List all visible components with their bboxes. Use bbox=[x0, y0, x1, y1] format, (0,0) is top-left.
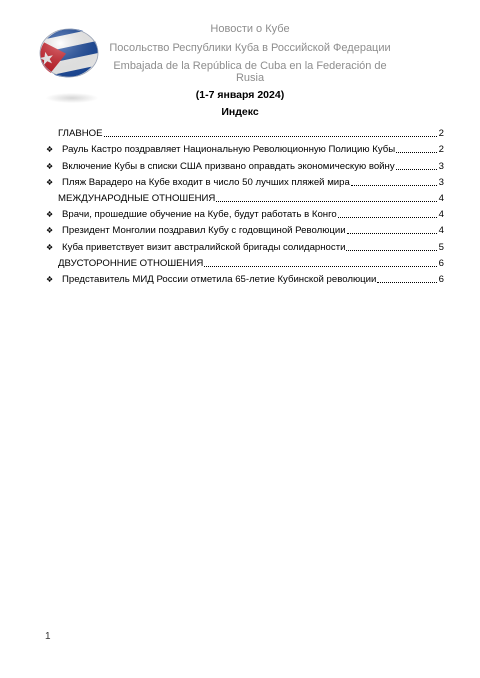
toc-item-row[interactable] bbox=[46, 270, 444, 286]
toc-item-row[interactable] bbox=[46, 237, 444, 253]
dot-leader bbox=[351, 185, 437, 186]
toc-item-row[interactable] bbox=[46, 156, 444, 172]
diamond-bullet-icon: ❖ bbox=[46, 210, 54, 220]
toc-page-number: 4 bbox=[438, 192, 444, 204]
toc-item-title: Куба приветствует визит австралийской бригады солидарности bbox=[62, 241, 346, 253]
table-of-contents bbox=[46, 124, 444, 286]
index-title: Индекс bbox=[221, 106, 259, 118]
cuban-flag-globe-icon bbox=[38, 27, 100, 79]
period-date: (1-7 января 2024) bbox=[195, 89, 285, 101]
dot-leader bbox=[104, 136, 437, 137]
dot-leader bbox=[347, 233, 437, 234]
dot-leader bbox=[338, 217, 437, 218]
toc-section-title: ДВУСТОРОННИЕ ОТНОШЕНИЯ bbox=[58, 257, 204, 269]
toc-section-row[interactable] bbox=[46, 254, 444, 270]
toc-item-title: Представитель МИД России отметила 65-летие Кубинской революции bbox=[62, 273, 377, 285]
diamond-bullet-icon: ❖ bbox=[46, 177, 54, 187]
diamond-bullet-icon: ❖ bbox=[46, 161, 54, 171]
toc-page-number: 6 bbox=[438, 257, 444, 269]
toc-page-number: 2 bbox=[438, 144, 444, 156]
toc-page-number: 3 bbox=[438, 176, 444, 188]
toc-section-row[interactable] bbox=[46, 189, 444, 205]
diamond-bullet-icon: ❖ bbox=[46, 242, 54, 252]
header-embassy-es: Embajada de la República de Cuba en la Federación de Rusia bbox=[113, 60, 387, 84]
toc-page-number: 6 bbox=[438, 273, 444, 285]
toc-page-number: 5 bbox=[438, 241, 444, 253]
toc-page-number: 3 bbox=[438, 160, 444, 172]
toc-item-title: Президент Монголии поздравил Кубу с годовщиной Революции bbox=[62, 225, 346, 237]
toc-item-title: Врачи, прошедшие обучение на Кубе, будут работать в Конго bbox=[62, 209, 337, 221]
toc-item-title: Включение Кубы в списки США призвано оправдать экономическую войну bbox=[62, 160, 395, 172]
toc-item-title: Пляж Варадеро на Кубе входит в число 50 лучших пляжей мира bbox=[62, 176, 350, 188]
toc-section-row[interactable] bbox=[46, 124, 444, 140]
toc-section-title: МЕЖДУНАРОДНЫЕ ОТНОШЕНИЯ bbox=[58, 192, 216, 204]
toc-item-row[interactable] bbox=[46, 205, 444, 221]
dot-leader bbox=[346, 250, 436, 251]
header-title: Новости о Кубе bbox=[210, 23, 290, 35]
diamond-bullet-icon: ❖ bbox=[46, 226, 54, 236]
toc-item-row[interactable] bbox=[46, 140, 444, 156]
dot-leader bbox=[204, 266, 436, 267]
toc-page-number: 2 bbox=[438, 128, 444, 140]
dot-leader bbox=[396, 152, 437, 153]
toc-item-row[interactable] bbox=[46, 221, 444, 237]
diamond-bullet-icon: ❖ bbox=[46, 274, 54, 284]
toc-page-number: 4 bbox=[438, 225, 444, 237]
page-number: 1 bbox=[45, 631, 51, 642]
diamond-bullet-icon: ❖ bbox=[46, 145, 54, 155]
dot-leader bbox=[396, 169, 437, 170]
toc-page-number: 4 bbox=[438, 209, 444, 221]
toc-item-title: Рауль Кастро поздравляет Национальную Революционную Полицию Кубы bbox=[62, 144, 396, 156]
header-embassy-ru: Посольство Республики Куба в Российской Федерации bbox=[109, 42, 391, 54]
toc-item-row[interactable] bbox=[46, 173, 444, 189]
toc-section-title: ГЛАВНОЕ bbox=[58, 128, 103, 140]
dot-leader bbox=[377, 282, 436, 283]
dot-leader bbox=[216, 201, 436, 202]
